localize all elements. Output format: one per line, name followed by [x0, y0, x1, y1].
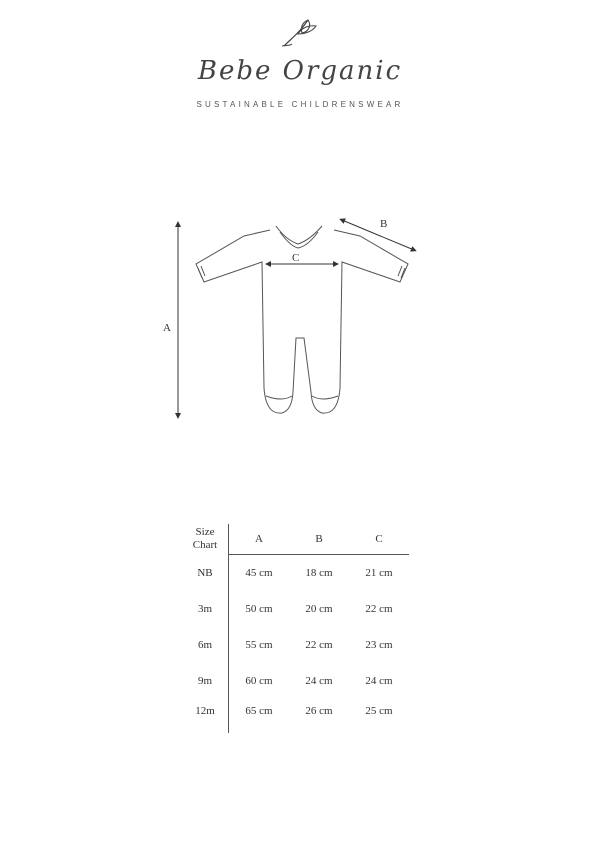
cell-b: 24 cm	[305, 675, 333, 687]
brand-name: Bebe Organic	[197, 56, 403, 86]
table-row	[182, 663, 409, 699]
dimension-b-line	[342, 220, 414, 250]
cell-b: 18 cm	[305, 567, 333, 579]
column-header-c: C	[349, 524, 409, 555]
dimension-c-label: C	[292, 252, 300, 264]
cell-c: 21 cm	[365, 567, 393, 579]
brand-tagline: SUSTAINABLE CHILDRENSWEAR	[196, 100, 404, 109]
row-size-label: 3m	[182, 591, 229, 627]
cell-a: 60 cm	[245, 675, 273, 687]
table-row	[182, 591, 409, 627]
column-header-a: A	[229, 524, 290, 555]
cell-c: 24 cm	[365, 675, 393, 687]
cell-b: 22 cm	[305, 639, 333, 651]
column-header-b: B	[289, 524, 349, 555]
size-chart-header-row	[182, 524, 409, 555]
dimension-a-label: A	[163, 322, 171, 334]
cell-c: 22 cm	[365, 603, 393, 615]
cell-a: 55 cm	[245, 639, 273, 651]
row-size-label: 12m	[182, 699, 229, 733]
dimension-b-label: B	[380, 218, 388, 230]
row-size-label: NB	[182, 555, 229, 592]
cell-a: 45 cm	[245, 567, 273, 579]
table-row	[182, 699, 409, 733]
onesie-outline	[196, 226, 408, 413]
cell-c: 23 cm	[365, 639, 393, 651]
cell-b: 20 cm	[305, 603, 333, 615]
size-chart-title: Size Chart	[182, 524, 229, 555]
table-row	[182, 555, 409, 592]
row-size-label: 9m	[182, 663, 229, 699]
cell-c: 25 cm	[365, 705, 393, 717]
table-row	[182, 627, 409, 663]
size-chart-table	[182, 524, 409, 733]
cell-b: 26 cm	[305, 705, 333, 717]
cell-a: 50 cm	[245, 603, 273, 615]
cell-a: 65 cm	[245, 705, 273, 717]
row-size-label: 6m	[182, 627, 229, 663]
